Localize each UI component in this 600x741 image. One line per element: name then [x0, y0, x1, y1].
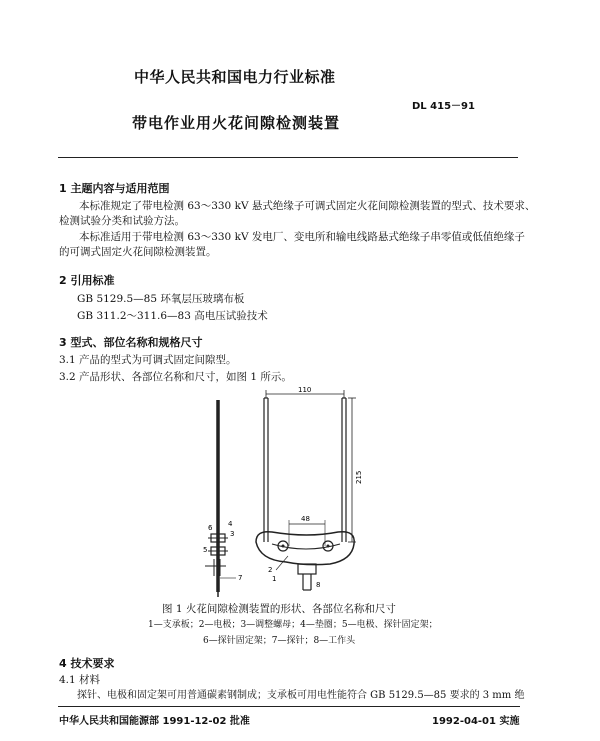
- callout-5: 5: [203, 546, 208, 554]
- callout-7: 7: [238, 574, 243, 582]
- issuing-organization: 中华人民共和国电力行业标准: [134, 68, 336, 86]
- section-4-heading: 4 技术要求: [59, 657, 115, 670]
- dimension-gap-label: 48: [301, 515, 310, 523]
- header-rule: [58, 157, 518, 158]
- support-plate: [256, 532, 354, 565]
- footer-rule: [58, 706, 520, 707]
- figure-caption: 图 1 火花间隙检测装置的形状、各部位名称和尺寸: [162, 603, 396, 615]
- section-4-line-1: 探针、电极和固定架可用普通碳素钢制成；支承板可用电性能符合 GB 5129.5—85 要求的 3 mm 绝: [77, 690, 525, 701]
- section-3-item-1: 3.1 产品的型式为可调式固定间隙型。: [59, 354, 237, 366]
- document-title: 带电作业用火花间隙检测装置: [132, 114, 341, 132]
- dimension-height-label: 215: [355, 470, 363, 484]
- section-2-heading: 2 引用标准: [59, 274, 115, 287]
- section-4-item-1: 4.1 材料: [59, 674, 101, 686]
- effective-date: 1992-04-01 实施: [432, 716, 520, 727]
- callout-6: 6: [208, 524, 213, 532]
- section-1-para-2-line-1: 本标准适用于带电检测 63～330 kV 发电厂、变电所和输电线路悬式绝缘子串零值或低值绝缘子: [79, 231, 525, 243]
- figure-1-drawing: [190, 384, 390, 606]
- working-head-collar: [298, 564, 316, 574]
- callout-2: 2: [268, 566, 273, 574]
- reference-standard-2: GB 311.2～311.6—83 高电压试验技术: [77, 310, 268, 322]
- section-1-para-2-line-2: 的可调式固定火花间隙检测装置。: [59, 246, 217, 258]
- dimension-width-label: 110: [298, 386, 312, 394]
- section-3-item-2: 3.2 产品形状、各部位名称和尺寸，如图 1 所示。: [59, 371, 292, 383]
- figure-legend-line-1: 1—支承板；2—电极；3—调整螺母；4—垫圈；5—电极、探针固定架；: [148, 620, 438, 630]
- callout-1: 1: [272, 575, 277, 583]
- figure-legend-line-2: 6—探针固定架；7—探针；8—工作头: [203, 636, 356, 646]
- reference-standard-1: GB 5129.5—85 环氧层压玻璃布板: [77, 293, 245, 305]
- section-1-heading: 1 主题内容与适用范围: [59, 182, 170, 195]
- nut-center: [282, 545, 285, 548]
- section-3-heading: 3 型式、部位名称和规格尺寸: [59, 336, 203, 349]
- callout-8: 8: [316, 581, 321, 589]
- callout-1-leader: [276, 556, 288, 570]
- section-1-para-1-line-1: 本标准规定了带电检测 63～330 kV 悬式绝缘子可调式固定火花间隙检测装置的型式、技术要求、: [79, 200, 536, 212]
- callout-4: 4: [228, 520, 233, 528]
- section-1-para-1-line-2: 检测试验分类和试验方法。: [59, 215, 185, 227]
- nut-center: [327, 545, 330, 548]
- standard-code: DL 415－91: [412, 101, 475, 112]
- callout-3: 3: [230, 530, 235, 538]
- approval-notice: 中华人民共和国能源部 1991-12-02 批准: [59, 716, 250, 727]
